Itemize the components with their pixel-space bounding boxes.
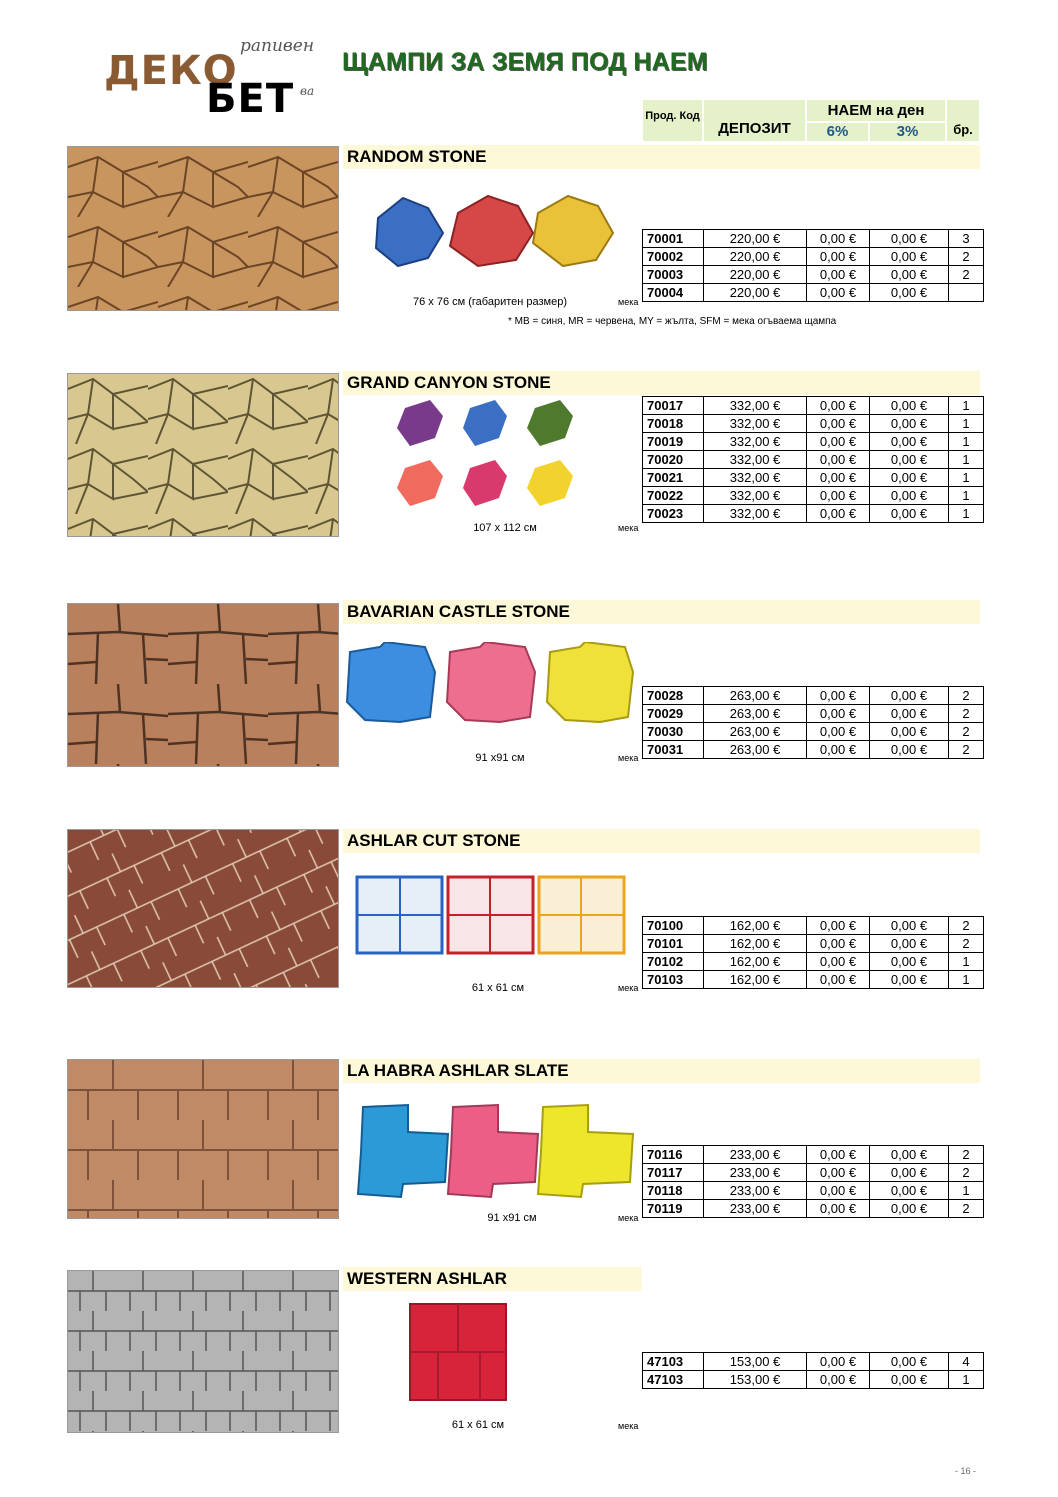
rent-3-cell: 0,00 € [870,687,949,705]
rent-6-cell: 0,00 € [807,741,870,759]
logo-deko: ДЕКО [104,48,238,94]
deposit-cell: 153,00 € [704,1353,807,1371]
rent-6-cell: 0,00 € [807,1200,870,1218]
logo-script-bottom: ва [300,84,315,98]
quantity-cell: 2 [949,248,984,266]
table-row [643,1200,984,1218]
table-row [643,397,984,415]
rent-3-cell: 0,00 € [870,935,949,953]
quantity-cell: 2 [949,917,984,935]
header-code: Прод. Код [642,99,703,142]
page-title: ЩАМПИ ЗА ЗЕМЯ ПОД НАЕМ [342,48,708,76]
table-row [643,1371,984,1389]
bavarian-photo [67,603,339,767]
rent-6-cell: 0,00 € [807,415,870,433]
price-table [642,1352,984,1389]
rent-3-cell: 0,00 € [870,1146,949,1164]
section-title-bar: ASHLAR CUT STONE [343,829,980,853]
table-row [643,687,984,705]
rent-6-cell: 0,00 € [807,1146,870,1164]
deposit-cell: 332,00 € [704,469,807,487]
table-row [643,451,984,469]
quantity-cell: 2 [949,1200,984,1218]
product-code-cell: 70101 [643,935,704,953]
product-code-cell: 70102 [643,953,704,971]
color-note: * MB = синя, MR = червена, MY = жълта, SFM = мека огъваема щампа [508,316,837,327]
quantity-cell: 1 [949,953,984,971]
product-code-cell: 70003 [643,266,704,284]
quantity-cell: 2 [949,266,984,284]
quantity-cell: 1 [949,469,984,487]
ashlar-cut-stamps [355,875,630,955]
deposit-cell: 233,00 € [704,1182,807,1200]
rent-6-cell: 0,00 € [807,284,870,302]
table-row [643,415,984,433]
quantity-cell: 1 [949,397,984,415]
table-row [643,917,984,935]
grand-canyon-photo [67,373,339,537]
quantity-cell: 1 [949,1371,984,1389]
rent-6-cell: 0,00 € [807,953,870,971]
rent-3-cell: 0,00 € [870,723,949,741]
quantity-cell: 1 [949,505,984,523]
quantity-cell [949,284,984,302]
table-row [643,935,984,953]
table-row [643,266,984,284]
table-row [643,487,984,505]
quantity-cell: 2 [949,687,984,705]
quantity-cell: 1 [949,971,984,989]
rent-3-cell: 0,00 € [870,397,949,415]
la-habra-stamps [353,1102,638,1200]
rent-3-cell: 0,00 € [870,1182,949,1200]
quantity-cell: 1 [949,487,984,505]
soft-label: мека [618,1213,639,1223]
deposit-cell: 220,00 € [704,284,807,302]
product-code-cell: 70019 [643,433,704,451]
section-title-bar: BAVARIAN CASTLE STONE [343,600,980,624]
table-row [643,1182,984,1200]
rent-3-cell: 0,00 € [870,266,949,284]
dimension-label: 91 x91 см [475,752,525,764]
product-code-cell: 70020 [643,451,704,469]
product-code-cell: 70021 [643,469,704,487]
deposit-cell: 332,00 € [704,505,807,523]
deposit-cell: 162,00 € [704,917,807,935]
table-row [643,723,984,741]
rent-6-cell: 0,00 € [807,248,870,266]
rent-3-cell: 0,00 € [870,917,949,935]
western-ashlar-stamp [408,1302,508,1402]
quantity-cell: 4 [949,1353,984,1371]
header-rate-6: 6% [806,122,869,142]
section-title-bar: GRAND CANYON STONE [343,371,980,395]
deposit-cell: 263,00 € [704,723,807,741]
rent-3-cell: 0,00 € [870,248,949,266]
dimension-label: 91 x91 см [487,1212,537,1224]
rent-3-cell: 0,00 € [870,1200,949,1218]
rent-6-cell: 0,00 € [807,487,870,505]
price-table [642,396,984,523]
product-code-cell: 70100 [643,917,704,935]
deposit-cell: 153,00 € [704,1371,807,1389]
product-code-cell: 70018 [643,415,704,433]
rent-6-cell: 0,00 € [807,1371,870,1389]
rent-3-cell: 0,00 € [870,1164,949,1182]
rent-6-cell: 0,00 € [807,433,870,451]
deposit-cell: 220,00 € [704,230,807,248]
rent-6-cell: 0,00 € [807,687,870,705]
rent-3-cell: 0,00 € [870,741,949,759]
quantity-cell: 1 [949,451,984,469]
rent-6-cell: 0,00 € [807,469,870,487]
rent-3-cell: 0,00 € [870,230,949,248]
rent-6-cell: 0,00 € [807,971,870,989]
western-ashlar-photo [67,1270,339,1433]
rent-3-cell: 0,00 € [870,1371,949,1389]
quantity-cell: 3 [949,230,984,248]
price-table [642,686,984,759]
rent-6-cell: 0,00 € [807,705,870,723]
price-table [642,1145,984,1218]
rent-6-cell: 0,00 € [807,505,870,523]
rent-6-cell: 0,00 € [807,935,870,953]
product-code-cell: 70017 [643,397,704,415]
table-row [643,230,984,248]
logo-script-top: рапивен [240,36,315,56]
table-row [643,505,984,523]
deposit-cell: 263,00 € [704,705,807,723]
table-row [643,705,984,723]
rent-3-cell: 0,00 € [870,705,949,723]
soft-label: мека [618,297,639,307]
header-rate-3: 3% [869,122,946,142]
logo-bet: БЕТ [206,76,295,122]
section-title-bar: WESTERN ASHLAR [343,1267,642,1291]
quantity-cell: 2 [949,723,984,741]
la-habra-photo [67,1059,339,1219]
table-row [643,469,984,487]
rent-3-cell: 0,00 € [870,451,949,469]
deposit-cell: 332,00 € [704,415,807,433]
price-table [642,229,984,302]
dimension-label: 76 х 76 см (габаритен размер) [412,296,568,308]
table-row [643,248,984,266]
header-count: бр. [946,99,980,142]
rent-3-cell: 0,00 € [870,953,949,971]
quantity-cell: 2 [949,705,984,723]
quantity-cell: 1 [949,415,984,433]
rent-6-cell: 0,00 € [807,723,870,741]
rent-3-cell: 0,00 € [870,415,949,433]
product-code-cell: 70029 [643,705,704,723]
quantity-cell: 2 [949,741,984,759]
rent-3-cell: 0,00 € [870,433,949,451]
rent-6-cell: 0,00 € [807,1182,870,1200]
bavarian-stamps [345,642,640,727]
rent-6-cell: 0,00 € [807,1164,870,1182]
product-code-cell: 70002 [643,248,704,266]
deposit-cell: 162,00 € [704,971,807,989]
product-code-cell: 70117 [643,1164,704,1182]
random-stone-photo [67,146,339,311]
random-stone-stamps [368,188,638,278]
deposit-cell: 332,00 € [704,487,807,505]
deposit-cell: 162,00 € [704,953,807,971]
table-row [643,971,984,989]
deposit-cell: 332,00 € [704,433,807,451]
quantity-cell: 2 [949,935,984,953]
rent-3-cell: 0,00 € [870,971,949,989]
soft-label: мека [618,523,639,533]
product-code-cell: 70004 [643,284,704,302]
quantity-cell: 1 [949,1182,984,1200]
table-row [643,1164,984,1182]
deposit-cell: 233,00 € [704,1200,807,1218]
product-code-cell: 70031 [643,741,704,759]
rent-6-cell: 0,00 € [807,266,870,284]
rent-6-cell: 0,00 € [807,451,870,469]
section-title-bar: RANDOM STONE [343,145,980,169]
product-code-cell: 70030 [643,723,704,741]
table-row [643,741,984,759]
rent-6-cell: 0,00 € [807,397,870,415]
soft-label: мека [618,1421,639,1431]
product-code-cell: 47103 [643,1371,704,1389]
product-code-cell: 70103 [643,971,704,989]
deposit-cell: 332,00 € [704,451,807,469]
product-code-cell: 70022 [643,487,704,505]
product-code-cell: 70023 [643,505,704,523]
table-row [643,284,984,302]
deposit-cell: 233,00 € [704,1146,807,1164]
deposit-cell: 220,00 € [704,266,807,284]
product-code-cell: 70116 [643,1146,704,1164]
product-code-cell: 70119 [643,1200,704,1218]
deposit-cell: 162,00 € [704,935,807,953]
deposit-cell: 263,00 € [704,741,807,759]
deposit-cell: 220,00 € [704,248,807,266]
deposit-cell: 263,00 € [704,687,807,705]
price-table [642,916,984,989]
soft-label: мека [618,983,639,993]
table-row [643,1353,984,1371]
header-deposit: ДЕПОЗИТ [703,99,806,142]
dimension-label: 61 x 61 см [451,1419,505,1431]
grand-canyon-stamps [395,398,605,518]
product-code-cell: 70118 [643,1182,704,1200]
rent-3-cell: 0,00 € [870,284,949,302]
table-row [643,1146,984,1164]
table-row [643,433,984,451]
deposit-cell: 233,00 € [704,1164,807,1182]
rent-3-cell: 0,00 € [870,1353,949,1371]
dimension-label: 107 x 112 см [473,522,537,534]
quantity-cell: 2 [949,1164,984,1182]
ashlar-cut-photo [67,829,339,988]
dimension-label: 61 x 61 см [471,982,525,994]
deposit-cell: 332,00 € [704,397,807,415]
rent-3-cell: 0,00 € [870,487,949,505]
rent-3-cell: 0,00 € [870,469,949,487]
soft-label: мека [618,753,639,763]
section-title-bar: LA HABRA ASHLAR SLATE [343,1059,980,1083]
quantity-cell: 2 [949,1146,984,1164]
header-rent: НАЕМ на ден [806,99,946,122]
product-code-cell: 70028 [643,687,704,705]
rent-6-cell: 0,00 € [807,1353,870,1371]
rent-6-cell: 0,00 € [807,230,870,248]
rent-6-cell: 0,00 € [807,917,870,935]
product-code-cell: 47103 [643,1353,704,1371]
rent-3-cell: 0,00 € [870,505,949,523]
table-row [643,953,984,971]
page-number: - 16 - [954,1466,976,1476]
product-code-cell: 70001 [643,230,704,248]
quantity-cell: 1 [949,433,984,451]
